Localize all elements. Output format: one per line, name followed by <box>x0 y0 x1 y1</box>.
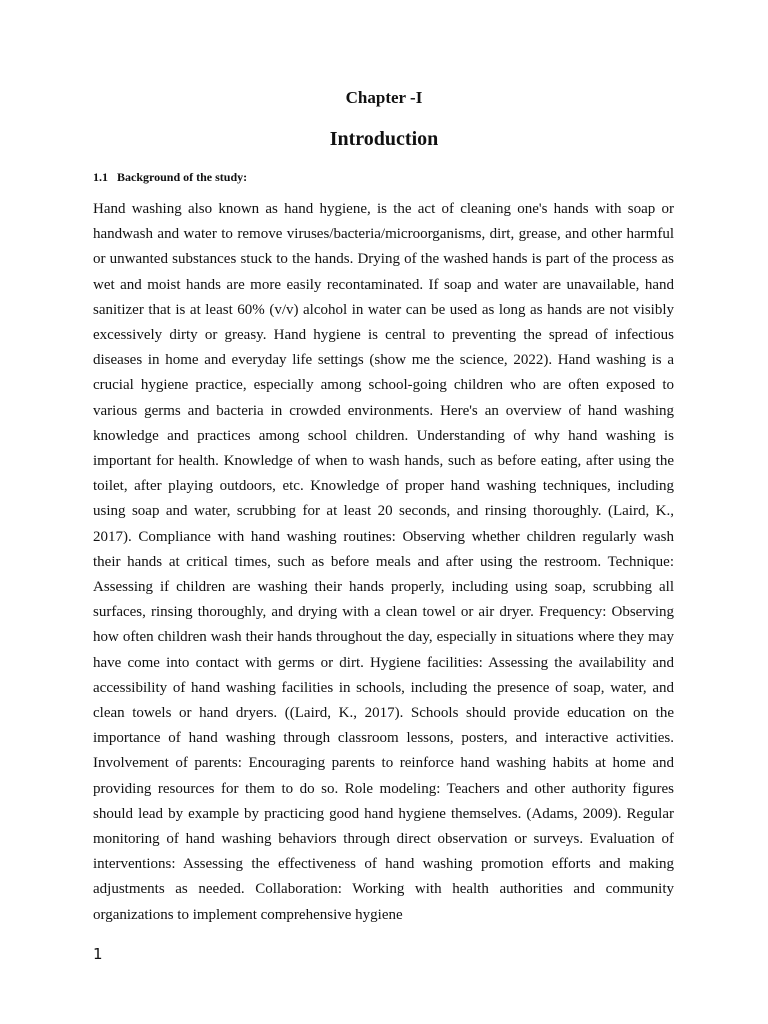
section-number: 1.1 <box>93 170 108 184</box>
chapter-title: Introduction <box>329 128 439 150</box>
body-paragraph: Hand washing also known as hand hygiene, is the act of cleaning one's hands with soap or handwash and water to remove viruses/bacteria/microorganisms, dirt, grease, and other harmful or unwanted substances stuck to the hands. Drying of the washed hands is part of the process as wet and moist hands are more easily recontaminated. If soap and water are unavailable, hand sanitizer that is at least 60% (v/v) alcohol in water can be used as long as hands are not visibly excessively dirty or greasy. Hand hygiene is central to preventing the spread of infectious diseases in home and everyday life settings (show me the science, 2022). Hand washing is a crucial hygiene practice, especially among school-going children who are often exposed to various germs and bacteria in crowded environments. Here's an overview of hand washing knowledge and practices among school children. Understanding of why hand washing is important for health. Knowledge of when to wash hands, such as before eating, after using the toilet, after playing outdoors, etc. Knowledge of proper hand washing techniques, including using soap and water, scrubbing for at least 20 seconds, and rinsing thoroughly. (Laird, K., 2017). Compliance with hand washing routines: Observing whether children regularly wash their hands at critical times, such as before meals and after using the restroom. Technique: Assessing if children are washing their hands properly, including using soap, scrubbing all surfaces, rinsing thoroughly, and drying with a clean towel or air dryer. Frequency: Observing how often children wash their hands throughout the day, especially in situations where they may have come into contact with germs or dirt. Hygiene facilities: Assessing the availability and accessibility of hand washing facilities in schools, including the presence of soap, water, and clean towels or hand dryers. ((Laird, K., 2017). Schools should provide education on the importance of hand washing through classroom lessons, posters, and interactive activities. Involvement of parents: Encouraging parents to reinforce hand washing habits at home and providing resources for them to do so. Role modeling: Teachers and other authority figures should lead by example by practicing good hand hygiene themselves. (Adams, 2009). Regular monitoring of hand washing behaviors through direct observation or surveys. Evaluation of interventions: Assessing the effectiveness of hand washing promotion efforts and making adjustments as needed. Collaboration: Working with health authorities and community organizations to implement comprehensive hygiene <box>93 201 674 923</box>
chapter-label: Chapter -I <box>345 88 423 107</box>
page-number: 1 <box>93 945 103 963</box>
section-title: Background of the study: <box>117 170 248 184</box>
section-heading <box>93 170 247 184</box>
